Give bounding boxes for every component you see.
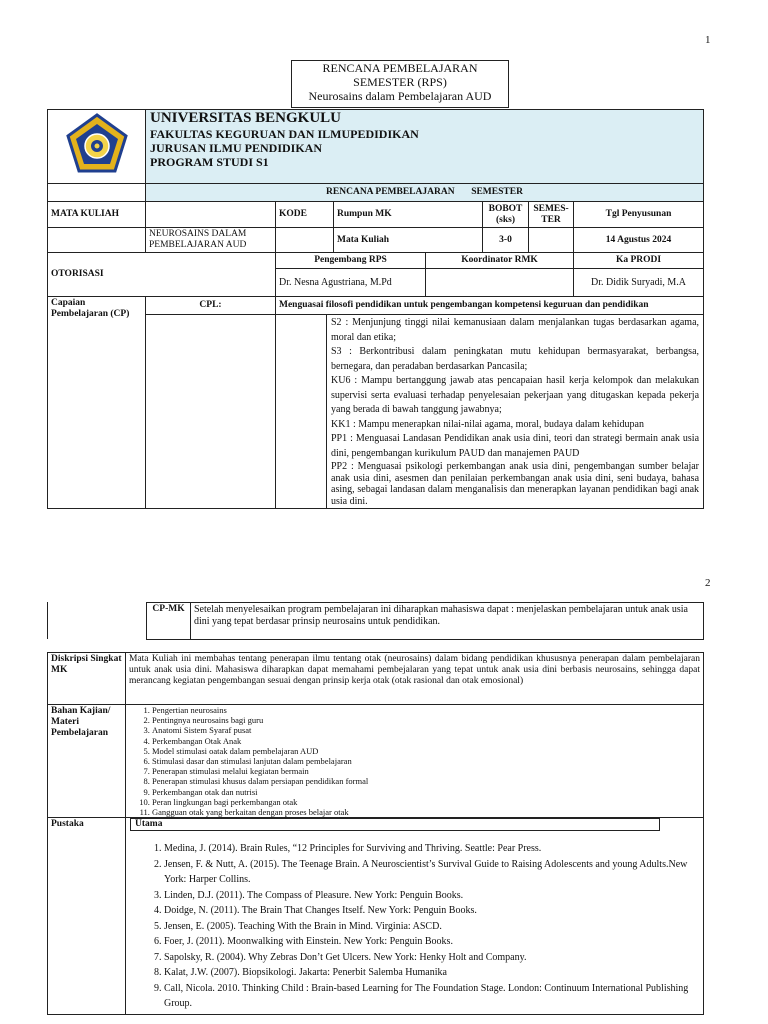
list-item: 1. Medina, J. (2014). Brain Rules, “12 Principles for Surviving and Thriving. Seattle: Pear Press. <box>164 841 703 857</box>
document-title-box <box>291 60 509 108</box>
col-header-semester: SEMES-TER <box>529 202 574 228</box>
page-number: 1 <box>705 34 711 46</box>
list-item: 4. Doidge, N. (2011). The Brain That Changes Itself. New York: Penguin Books. <box>164 903 703 919</box>
list-item: 2. Jensen, F. & Nutt, A. (2015). The Teenage Brain. A Neuroscientist’s Survival Guide to Raising Adolescents and young Adults.New York: Harper Collins. <box>164 857 703 888</box>
cpl-label: CPL: <box>146 297 276 315</box>
list-item: 8. Penerapan stimulasi khusus dalam persiapan pendidikan formal <box>152 776 703 786</box>
list-item: 3. Linden, D.J. (2011). The Compass of Pleasure. New York: Penguin Books. <box>164 888 703 904</box>
cpl-heading: Menguasai filosofi pendidikan untuk pengembangan kompetensi keguruan dan pendidikan <box>276 297 704 315</box>
diskripsi-label: Diskripsi Singkat MK <box>48 653 126 705</box>
list-item: 2. Pentingnya neurosains bagi guru <box>152 715 703 725</box>
department-name: JURUSAN ILMU PENDIDIKAN <box>150 141 323 155</box>
list-item: 9. Perkembangan otak dan nutrisi <box>152 787 703 797</box>
university-header <box>47 109 704 202</box>
otorisasi-label: OTORISASI <box>48 253 276 297</box>
program-name: PROGRAM STUDI S1 <box>150 155 269 169</box>
bahan-kajian-cell <box>126 705 704 818</box>
course-detail-table <box>47 652 704 1015</box>
kaprodi-name: Dr. Didik Suryadi, M.A <box>574 269 704 297</box>
diskripsi-text: Mata Kuliah ini membahas tentang penerapan ilmu tentang otak (neurosains) dalam bidang pendidikan khususnya penerapan dalam pembelajaran untuk anak usia dini. Mahasiswa diharapkan dapat memahami pembejalaran yang tepat untuk anak usia dini berbasis neurosains, sehingga dapat merancang kegiatan pengembangan sesuai dengan prinsip kerja otak (otak rasional dan otak emosional) <box>126 653 704 705</box>
list-item: 4. Perkembangan Otak Anak <box>152 736 703 746</box>
list-item: 6. Stimulasi dasar dan stimulasi lanjutan dalam pembelajaran <box>152 756 703 766</box>
tgl-value: 14 Agustus 2024 <box>574 228 704 253</box>
cpmk-text: Setelah menyelesaikan program pembelajaran ini diharapkan mahasiswa dapat : menjelaskan pembelajaran untuk anak usia dini yang tepat berdasar prinsip neurosains untuk pendidikan. <box>191 603 704 640</box>
page-number: 2 <box>705 577 711 589</box>
cpmk-label: CP-MK <box>147 603 191 640</box>
pengembang-header: Pengembang RPS <box>276 253 426 269</box>
header-text-cell <box>146 110 704 184</box>
cpl-item: KU6 : Mampu bertanggung jawab atas pencapaian hasil kerja kelompok dan melakukan supervisi serta evaluasi terhadap penyelesaian pekerjaan yang ditugaskan kepada pekerja yang berada di bawah tanggung jawabnya; <box>331 375 700 415</box>
university-name: UNIVERSITAS BENGKULU <box>150 110 342 126</box>
list-item: 5. Jensen, E. (2005). Teaching With the Brain in Mind. Virginia: ASCD. <box>164 919 703 935</box>
col-header-kode: KODE <box>276 202 334 228</box>
pustaka-label: Pustaka <box>48 818 126 1015</box>
list-item: 9. Call, Nicola. 2010. Thinking Child : Brain-based Learning for The Foundation Stage. London: Continuum International Publishing Group. <box>164 981 703 1012</box>
pustaka-cell <box>126 818 704 1015</box>
cpl-content-cell <box>276 315 704 509</box>
bahan-kajian-label: Bahan Kajian/ Materi Pembelajaran <box>48 705 126 818</box>
list-item: 3. Anatomi Sistem Syaraf pusat <box>152 725 703 735</box>
bahan-kajian-list <box>126 705 703 817</box>
rumpun-value: Mata Kuliah <box>334 228 483 253</box>
rps-heading: RENCANA PEMBELAJARAN SEMESTER <box>146 184 704 202</box>
title-line: Neurosains dalam Pembelajaran AUD <box>308 89 492 103</box>
pustaka-list <box>130 841 703 1012</box>
list-item: 10. Peran lingkungan bagi perkembangan otak <box>152 797 703 807</box>
list-item: 7. Sapolsky, R. (2004). Why Zebras Don’t Get Ulcers. New York: Henky Holt and Company. <box>164 950 703 966</box>
col-header-rumpun: Rumpun MK <box>334 202 483 228</box>
pengembang-name: Dr. Nesna Agustriana, M.Pd <box>276 269 426 297</box>
title-line: SEMESTER (RPS) <box>353 75 447 89</box>
cpl-item: S2 : Menjunjung tinggi nilai kemanusiaan dalam menjalankan tugas berdasarkan agama, moral dan etika; <box>331 317 700 343</box>
cpl-item: KK1 : Mampu menerapkan nilai-nilai agama, moral, budaya dalam kehidupan <box>331 418 644 430</box>
cpl-items <box>327 315 703 508</box>
logo-cell <box>48 110 146 184</box>
list-item: 1. Pengertian neurosains <box>152 705 703 715</box>
course-name: NEUROSAINS DALAM PEMBELAJARAN AUD <box>146 228 276 253</box>
koordinator-header: Koordinator RMK <box>426 253 574 269</box>
pustaka-utama-label: Utama <box>130 818 660 831</box>
col-header-tgl: Tgl Penyusunan <box>574 202 704 228</box>
cpl-item: PP1 : Menguasai Landasan Pendidikan anak usia dini, teori dan strategi bermain anak usia dini, pengembangan kurikulum PAUD dan manajemen PAUD <box>331 433 700 459</box>
col-header-bobot: BOBOT (sks) <box>483 202 529 228</box>
list-item: 7. Penerapan stimulasi melalui kegiatan bermain <box>152 766 703 776</box>
list-item: 6. Foer, J. (2011). Moonwalking with Einstein. New York: Penguin Books. <box>164 934 703 950</box>
cpl-item: S3 : Berkontribusi dalam peningkatan mutu kehidupan bermasyarakat, berbangsa, bernegara, dan peradaban berdasarkan Pancasila; <box>331 346 700 372</box>
cp-label: Capaian Pembelajaran (CP) <box>48 297 146 509</box>
list-item: 11. Gangguan otak yang berkaitan dengan proses belajar otak <box>152 807 703 817</box>
course-info-table <box>47 201 704 509</box>
kaprodi-header: Ka PRODI <box>574 253 704 269</box>
university-seal-icon <box>64 112 130 178</box>
cpl-item: PP2 : Menguasai psikologi perkembangan anak usia dini, pengembangan sumber belajar anak usia dini, asesmen dan penilaian perkembangan anak usia dini, seni budaya, bahasa asing, sebagai landasan dalam menganalisis dan menerapkan layanan pendidikan bagi anak usia dini. <box>331 461 700 507</box>
cpmk-table <box>146 602 704 640</box>
faculty-name: FAKULTAS KEGURUAN DAN ILMUPEDIDIKAN <box>150 127 419 141</box>
list-item: 5. Model stimulasi oatak dalam pembelajaran AUD <box>152 746 703 756</box>
bobot-value: 3-0 <box>483 228 529 253</box>
title-line: RENCANA PEMBELAJARAN <box>322 61 478 75</box>
list-item: 8. Kalat, J.W. (2007). Biopsikologi. Jakarta: Penerbit Salemba Humanika <box>164 965 703 981</box>
col-header-mata-kuliah: MATA KULIAH <box>48 202 146 228</box>
